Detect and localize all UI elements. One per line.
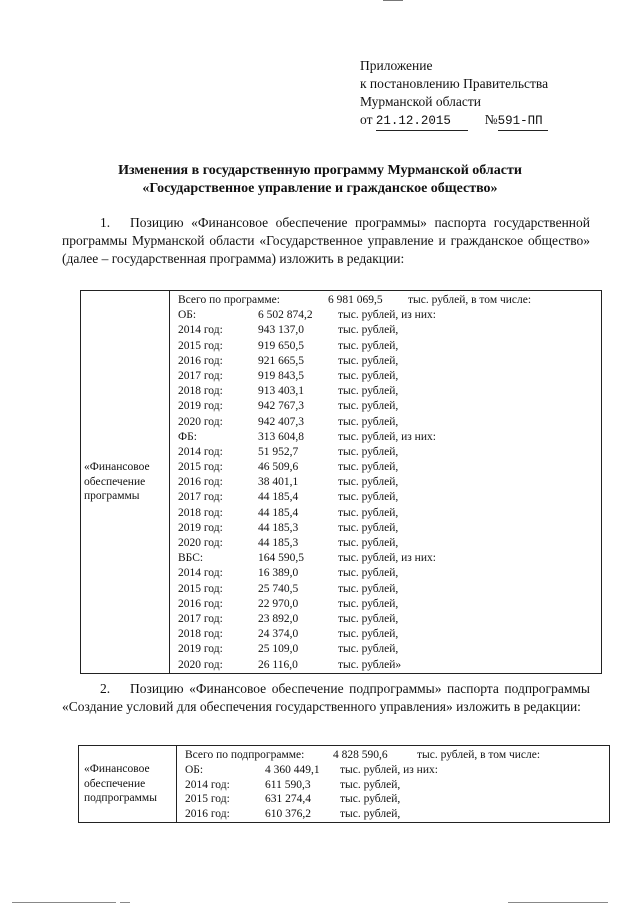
- table-row: [178, 475, 601, 490]
- table-label-cell: [79, 746, 177, 823]
- row-note: тыс. рублей,: [338, 400, 399, 413]
- row-label: 2018 год:: [178, 385, 223, 398]
- row-value: 16 389,0: [258, 567, 299, 580]
- total-note: тыс. рублей, в том числе:: [408, 294, 532, 306]
- title-line: Изменения в государственную программу Мурманской области: [118, 163, 522, 178]
- table-row: [185, 763, 609, 778]
- row-note: тыс. рублей,: [338, 415, 399, 428]
- table-row: [178, 506, 601, 521]
- table-row: [178, 627, 601, 642]
- row-label: 2017 год:: [178, 369, 223, 382]
- table-rows: [185, 763, 609, 822]
- table-label: «Финансовое обеспечение подпрограммы: [84, 763, 157, 805]
- row-note: тыс. рублей,: [338, 354, 399, 367]
- row-note: тыс. рублей,: [338, 339, 399, 352]
- total-label: Всего по подпрограмме:: [185, 749, 305, 761]
- number-label: №: [484, 112, 498, 127]
- row-note: тыс. рублей, из них:: [338, 430, 436, 443]
- table-content-cell: [177, 746, 610, 823]
- row-note: тыс. рублей,: [338, 597, 399, 610]
- scan-mark: [383, 0, 403, 1]
- row-value: 942 767,3: [258, 400, 304, 413]
- paragraph-text: Позицию «Финансовое обеспечение программы» паспорта государственной программы Мурманской области «Государственное управление и гражданское общество» (далее – государственная программа) изложить в редакции:: [62, 215, 590, 266]
- row-label: 2015 год:: [178, 339, 223, 352]
- row-note: тыс. рублей,: [338, 643, 399, 656]
- row-value: 6 502 874,2: [258, 309, 313, 322]
- row-note: тыс. рублей,: [338, 506, 399, 519]
- row-value: 4 360 449,1: [265, 763, 320, 776]
- row-value: 943 137,0: [258, 324, 304, 337]
- row-label: 2020 год:: [178, 415, 223, 428]
- table-row: [178, 566, 601, 581]
- row-value: 38 401,1: [258, 476, 299, 489]
- row-label: 2016 год:: [178, 354, 223, 367]
- row-value: 26 116,0: [258, 658, 298, 671]
- row-note: тыс. рублей,: [338, 582, 399, 595]
- row-note: тыс. рублей,: [338, 537, 399, 549]
- table-row: [178, 582, 601, 597]
- row-value: 631 274,4: [265, 793, 311, 806]
- row-note: тыс. рублей,: [338, 476, 399, 489]
- total-value: 4 828 590,6: [333, 749, 388, 761]
- total-value: 6 981 069,5: [328, 294, 383, 306]
- row-note: тыс. рублей, из них:: [338, 309, 436, 322]
- row-label: ВБС:: [178, 552, 204, 565]
- row-value: 921 665,5: [258, 354, 304, 367]
- table-row: [178, 339, 601, 354]
- row-note: тыс. рублей, из них:: [340, 763, 438, 776]
- table-row: [178, 308, 601, 323]
- document-title: [0, 162, 640, 198]
- table-row: [178, 597, 601, 612]
- table-row: [178, 369, 601, 384]
- table-row: [178, 460, 601, 475]
- paragraph-number: 1.: [100, 215, 111, 230]
- row-note: тыс. рублей,: [338, 461, 399, 474]
- table-row: [185, 807, 609, 822]
- table-row: [185, 792, 609, 807]
- row-note: тыс. рублей,: [340, 778, 401, 791]
- row-value: 44 185,4: [258, 491, 299, 504]
- row-note: тыс. рублей,: [338, 324, 399, 337]
- appendix-header: [360, 57, 548, 131]
- appendix-line: к постановлению Правительства: [360, 76, 549, 91]
- row-value: 913 403,1: [258, 385, 304, 398]
- row-label: ОБ:: [185, 763, 204, 776]
- row-note: тыс. рублей,: [340, 793, 401, 806]
- row-label: ОБ:: [178, 309, 197, 322]
- appendix-line: Приложение: [360, 58, 433, 73]
- row-label: 2015 год:: [185, 793, 230, 806]
- row-value: 22 970,0: [258, 597, 299, 610]
- table-row: [178, 490, 601, 505]
- total-label: Всего по программе:: [178, 294, 280, 306]
- row-label: 2014 год:: [178, 445, 223, 458]
- row-label: 2018 год:: [178, 506, 223, 519]
- table-row: [178, 551, 601, 566]
- table-row: [178, 536, 601, 551]
- row-note: тыс. рублей,: [338, 628, 399, 641]
- table-row: [178, 354, 601, 369]
- row-label: 2015 год:: [178, 461, 223, 474]
- row-label: 2014 год:: [178, 324, 223, 337]
- table-row: [178, 415, 601, 430]
- row-value: 610 376,2: [265, 808, 311, 821]
- table-row: [178, 399, 601, 414]
- row-note: тыс. рублей»: [338, 658, 402, 671]
- appendix-date-line: [360, 111, 548, 131]
- row-value: 44 185,4: [258, 506, 299, 519]
- row-label: ФБ:: [178, 430, 197, 443]
- row-value: 51 952,7: [258, 445, 299, 458]
- table-content-cell: [170, 291, 602, 674]
- row-label: 2016 год:: [185, 808, 230, 821]
- table-label: «Финансовое обеспечение программы: [84, 461, 150, 503]
- table-row: [178, 384, 601, 399]
- paragraph-2: [62, 680, 590, 716]
- row-value: 44 185,3: [258, 521, 299, 534]
- row-label: 2017 год:: [178, 612, 223, 625]
- table-row: [178, 521, 601, 536]
- row-note: тыс. рублей, из них:: [338, 552, 436, 565]
- appendix-line: Мурманской области: [360, 94, 481, 109]
- footer-rule: [508, 902, 608, 903]
- row-label: 2017 год:: [178, 491, 223, 504]
- row-note: тыс. рублей,: [338, 567, 399, 580]
- row-value: 24 374,0: [258, 628, 299, 641]
- row-value: 611 590,3: [265, 778, 311, 791]
- row-value: 23 892,0: [258, 612, 299, 625]
- paragraph-text: Позицию «Финансовое обеспечение подпрограммы» паспорта подпрограммы «Создание условий для обеспечения государственного управления» изложить в редакции:: [62, 681, 590, 714]
- total-row: [185, 748, 609, 763]
- row-note: тыс. рублей,: [338, 612, 399, 625]
- table-label-cell: [81, 291, 170, 674]
- row-note: тыс. рублей,: [338, 521, 399, 534]
- table-row: [178, 445, 601, 460]
- decree-date: 21.12.2015: [376, 112, 468, 131]
- row-label: 2016 год:: [178, 597, 223, 610]
- row-note: тыс. рублей,: [338, 385, 399, 398]
- table-rows: [178, 308, 601, 673]
- row-note: тыс. рублей,: [340, 808, 401, 821]
- row-value: 313 604,8: [258, 430, 304, 443]
- from-label: от: [360, 112, 373, 127]
- footer-rule: [120, 902, 130, 903]
- row-value: 919 650,5: [258, 339, 304, 352]
- table-row: [185, 778, 609, 793]
- paragraph-number: 2.: [100, 681, 111, 696]
- footer-rule: [12, 902, 116, 903]
- table-row: [178, 323, 601, 338]
- row-label: 2014 год:: [178, 567, 223, 580]
- row-value: 46 509,6: [258, 461, 299, 474]
- row-label: 2020 год:: [178, 537, 223, 549]
- row-label: 2019 год:: [178, 643, 223, 656]
- table-row: [178, 658, 601, 673]
- paragraph-1: [62, 214, 590, 268]
- row-label: 2019 год:: [178, 521, 223, 534]
- row-value: 25 109,0: [258, 643, 299, 656]
- row-value: 25 740,5: [258, 582, 299, 595]
- table-row: [178, 642, 601, 657]
- row-label: 2018 год:: [178, 628, 223, 641]
- row-value: 919 843,5: [258, 369, 304, 382]
- row-value: 44 185,3: [258, 537, 299, 549]
- row-note: тыс. рублей,: [338, 491, 399, 504]
- decree-number: 591-ПП: [498, 112, 548, 131]
- total-row: [178, 293, 601, 308]
- row-label: 2014 год:: [185, 778, 230, 791]
- row-value: 942 407,3: [258, 415, 304, 428]
- row-note: тыс. рублей,: [338, 369, 399, 382]
- row-label: 2016 год:: [178, 476, 223, 489]
- row-label: 2020 год:: [178, 658, 223, 671]
- title-line: «Государственное управление и гражданское общество»: [142, 181, 498, 196]
- row-value: 164 590,5: [258, 552, 304, 565]
- subprogram-financing-table: [78, 745, 610, 823]
- row-label: 2015 год:: [178, 582, 223, 595]
- row-note: тыс. рублей,: [338, 445, 399, 458]
- table-row: [178, 430, 601, 445]
- row-label: 2019 год:: [178, 400, 223, 413]
- total-note: тыс. рублей, в том числе:: [417, 749, 541, 761]
- program-financing-table: [80, 290, 602, 674]
- table-row: [178, 612, 601, 627]
